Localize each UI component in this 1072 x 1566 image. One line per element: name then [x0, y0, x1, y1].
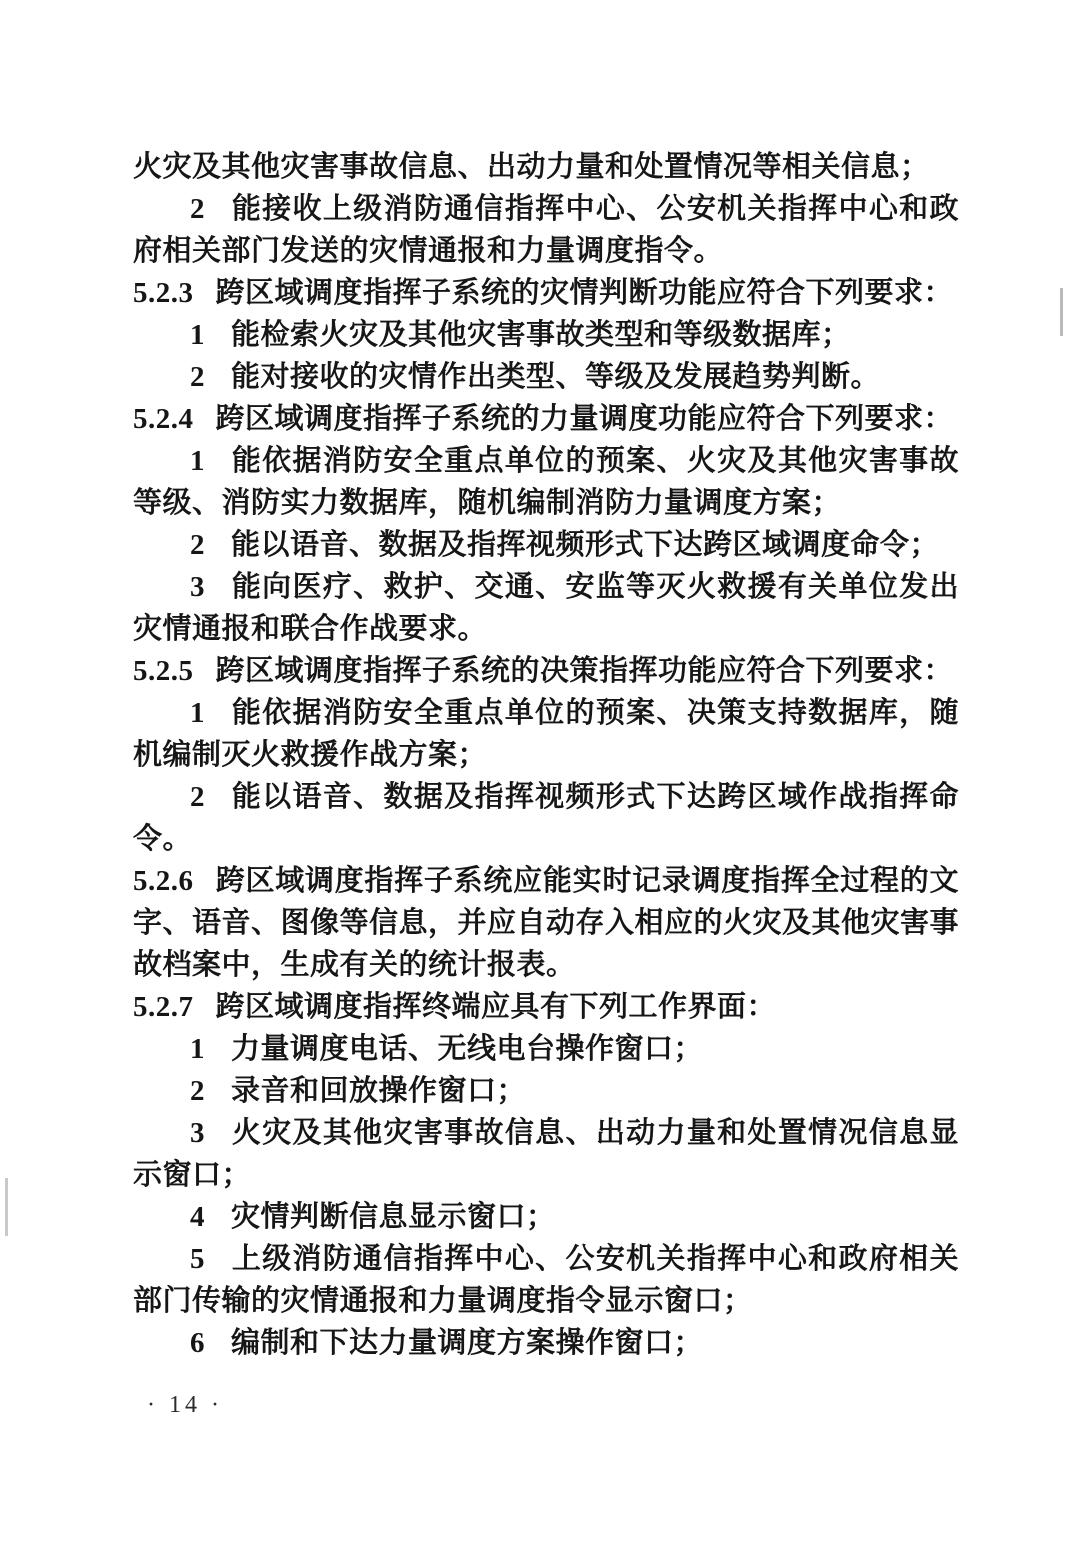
paragraph-label: 5.2.5 — [133, 655, 194, 687]
page-number: · 14 · — [147, 1392, 223, 1418]
paragraph-label: 1 — [190, 319, 205, 351]
clause-paragraph — [133, 650, 959, 692]
paragraph-label: 4 — [190, 1201, 205, 1233]
page-body — [133, 146, 959, 1364]
paragraph-label: 2 — [190, 1075, 205, 1107]
paragraph-text: 能依据消防安全重点单位的预案、火灾及其他灾害事故等级、消防实力数据库，随机编制消防力量调度方案； — [133, 445, 959, 519]
paragraph-label: 2 — [190, 529, 205, 561]
paragraph-text: 跨区域调度指挥子系统的力量调度功能应符合下列要求： — [215, 403, 954, 435]
paragraph-text: 能检索火灾及其他灾害事故类型和等级数据库； — [231, 319, 851, 351]
paragraph-label: 2 — [190, 781, 205, 813]
paragraph-text: 能对接收的灾情作出类型、等级及发展趋势判断。 — [231, 361, 881, 393]
item-paragraph — [133, 566, 959, 650]
paragraph-text: 火灾及其他灾害事故信息、出动力量和处置情况等相关信息； — [133, 151, 930, 183]
clause-paragraph — [133, 860, 959, 986]
paragraph-text: 能向医疗、救护、交通、安监等灭火救援有关单位发出灾情通报和联合作战要求。 — [133, 571, 959, 645]
paragraph-label: 5.2.4 — [133, 403, 194, 435]
item-paragraph — [133, 356, 959, 398]
paragraph-label: 2 — [190, 361, 205, 393]
continuation-paragraph — [133, 146, 959, 188]
scan-artifact-left-edge — [5, 1178, 8, 1236]
paragraph-text: 火灾及其他灾害事故信息、出动力量和处置情况信息显示窗口； — [133, 1117, 959, 1191]
paragraph-text: 跨区域调度指挥终端应具有下列工作界面： — [215, 991, 777, 1023]
paragraph-text: 能以语音、数据及指挥视频形式下达跨区域作战指挥命令。 — [133, 781, 959, 855]
item-paragraph — [133, 692, 959, 776]
item-paragraph — [133, 1196, 959, 1238]
clause-paragraph — [133, 272, 959, 314]
paragraph-label: 1 — [190, 445, 205, 477]
paragraph-label: 5 — [190, 1243, 205, 1275]
item-paragraph — [133, 1028, 959, 1070]
item-paragraph — [133, 1238, 959, 1322]
paragraph-text: 上级消防通信指挥中心、公安机关指挥中心和政府相关部门传输的灾情通报和力量调度指令显示窗口； — [133, 1243, 959, 1317]
paragraph-label: 5.2.3 — [133, 277, 194, 309]
paragraph-label: 2 — [190, 193, 205, 225]
paragraph-text: 灾情判断信息显示窗口； — [231, 1201, 556, 1233]
paragraph-text: 编制和下达力量调度方案操作窗口； — [231, 1327, 704, 1359]
scan-artifact-right-edge — [1060, 288, 1063, 336]
item-paragraph — [133, 1112, 959, 1196]
paragraph-label: 3 — [190, 1117, 205, 1149]
item-paragraph — [133, 524, 959, 566]
paragraph-text: 录音和回放操作窗口； — [231, 1075, 527, 1107]
clause-paragraph — [133, 986, 959, 1028]
item-paragraph — [133, 1070, 959, 1112]
item-paragraph — [133, 776, 959, 860]
paragraph-label: 1 — [190, 697, 205, 729]
clause-paragraph — [133, 398, 959, 440]
paragraph-label: 1 — [190, 1033, 205, 1065]
paragraph-text: 能接收上级消防通信指挥中心、公安机关指挥中心和政府相关部门发送的灾情通报和力量调度指令。 — [133, 193, 959, 267]
paragraph-label: 6 — [190, 1327, 205, 1359]
paragraph-text: 能依据消防安全重点单位的预案、决策支持数据库，随机编制灭火救援作战方案； — [133, 697, 959, 771]
paragraph-text: 跨区域调度指挥子系统的灾情判断功能应符合下列要求： — [215, 277, 954, 309]
item-paragraph — [133, 314, 959, 356]
item-paragraph — [133, 188, 959, 272]
paragraph-label: 5.2.6 — [133, 865, 194, 897]
paragraph-text: 跨区域调度指挥子系统应能实时记录调度指挥全过程的文字、语音、图像等信息，并应自动存入相应的火灾及其他灾害事故档案中，生成有关的统计报表。 — [133, 865, 960, 981]
paragraph-text: 力量调度电话、无线电台操作窗口； — [231, 1033, 704, 1065]
paragraph-label: 5.2.7 — [133, 991, 194, 1023]
paragraph-text: 能以语音、数据及指挥视频形式下达跨区域调度命令； — [231, 529, 940, 561]
item-paragraph — [133, 440, 959, 524]
paragraph-label: 3 — [190, 571, 205, 603]
item-paragraph — [133, 1322, 959, 1364]
paragraph-text: 跨区域调度指挥子系统的决策指挥功能应符合下列要求： — [215, 655, 954, 687]
